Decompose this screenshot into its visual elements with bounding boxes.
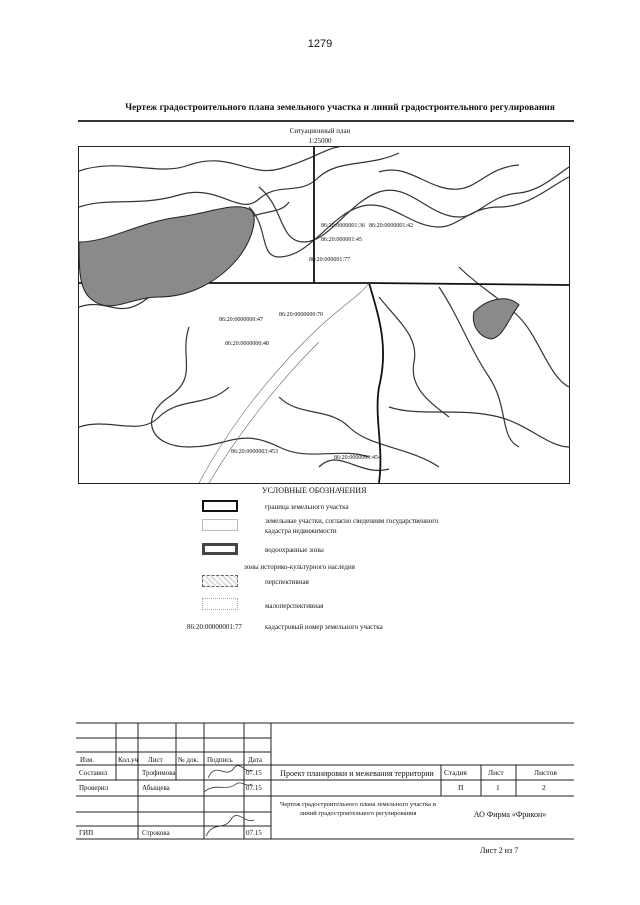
legend-swatch-boundary: [202, 500, 238, 512]
stamp-header: Дата: [248, 756, 262, 764]
situation-map: [78, 146, 570, 484]
stamp-company: АО Фирма «Фрикон»: [473, 810, 547, 819]
cadastral-label: 86:20:000001:45: [321, 237, 363, 243]
sheet-footer: Лист 2 из 7: [480, 846, 519, 855]
cadastral-label: 86:20:0000003:454: [334, 455, 382, 461]
stamp-stage: П: [458, 783, 464, 792]
legend-text: граница земельного участка: [265, 503, 349, 511]
stamp-date: 07.15: [246, 769, 262, 777]
stamp-role: Составил: [79, 769, 108, 777]
stamp-name: Строкова: [142, 829, 170, 837]
stamp-name: Абыщева: [142, 784, 170, 792]
cadastral-label: 86:20:000001:77: [309, 257, 351, 263]
cadastral-label: 86:20:0000000:70: [279, 312, 324, 318]
stamp-sheets: 2: [542, 783, 546, 792]
title-rule: [78, 120, 574, 122]
stamp-stage-label: Стадия: [444, 768, 467, 777]
stamp-role: ГИП: [79, 829, 94, 837]
cadastral-label: 86:20:0000000:47: [219, 317, 264, 323]
legend-text: перспективная: [265, 578, 309, 586]
map-caption: [0, 126, 640, 146]
legend-swatch-cadastre: [202, 519, 238, 531]
legend-swatch-low-perspective: [202, 598, 238, 610]
legend-title: УСЛОВНЫЕ ОБОЗНАЧЕНИЯ: [262, 486, 367, 495]
stamp-sheets-label: Листов: [534, 768, 557, 777]
stamp-project: Проект планировки и межевания территории: [280, 769, 434, 778]
stamp-header: Подпись: [207, 756, 233, 764]
stamp-date: 07.15: [246, 829, 262, 837]
legend-text: земельные участки, согласно сведениям государственного кадастра недвижимости: [265, 517, 439, 535]
legend-text: водоохранные зоны: [265, 546, 324, 554]
legend-text: кадастровый номер земельного участка: [265, 623, 383, 631]
legend-swatch-perspective: [202, 575, 238, 587]
cadastral-label: 86:20:0000001:36: [321, 223, 366, 229]
stamp-name: Трофимова: [142, 769, 176, 777]
cadastral-label: 86:20:0000001:42: [369, 223, 414, 229]
stamp-drawing-title: Чертеж градостроительного плана земельного участка и линий градостроительного регулирования: [280, 801, 436, 817]
cadastral-label: 86:20:0000000:48: [225, 341, 270, 347]
legend-heritage-heading: зоны историко-культурного наследия: [244, 563, 355, 571]
map-label: Ситуационный план: [289, 127, 351, 135]
stamp-sheet: 1: [496, 783, 500, 792]
stamp-header: Лист: [148, 756, 163, 764]
stamp-sheet-label: Лист: [488, 768, 504, 777]
stamp-header: № док.: [178, 756, 199, 764]
title-block-grid: [76, 720, 574, 840]
legend-text: малоперспективная: [265, 602, 324, 610]
cadastral-label: 86:20:0000003:453: [231, 449, 279, 455]
stamp-header: Кол.уч: [118, 756, 138, 764]
legend-cadastral-example: 86:20:00000001:77: [187, 623, 242, 631]
page-number: 1279: [307, 38, 333, 50]
stamp-header: Изм.: [80, 756, 94, 764]
title-block: [76, 720, 574, 840]
legend-swatch-water: [202, 543, 238, 555]
map-scale: 1:25000: [308, 137, 332, 145]
document-title: Чертеж градостроительного плана земельного участка и линий градостроительного регулирования: [125, 103, 555, 113]
stamp-role: Проверил: [79, 784, 109, 792]
map-drawing: [79, 147, 569, 483]
stamp-date: 07.15: [246, 784, 262, 792]
